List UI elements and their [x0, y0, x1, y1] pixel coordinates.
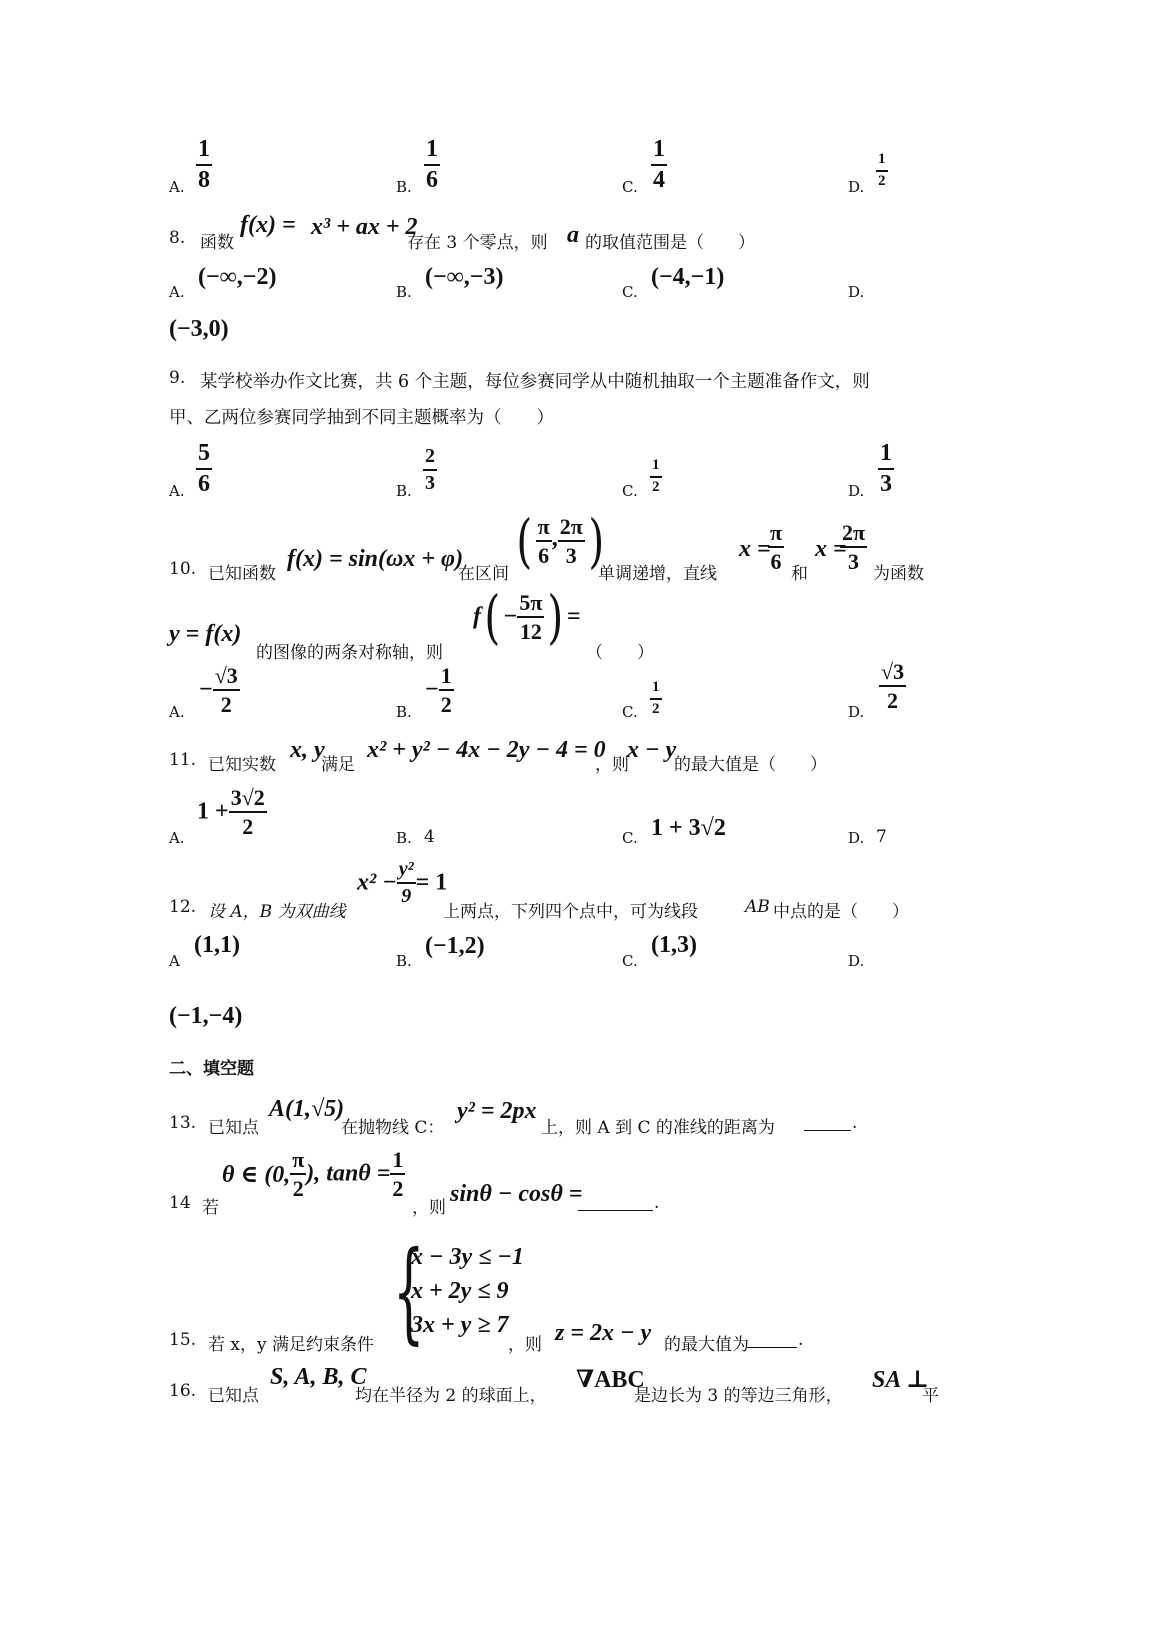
option-label: A.: [169, 283, 185, 301]
question-text: ，则: [412, 1198, 446, 1218]
segment-name: AB: [745, 897, 770, 917]
line-1-fraction: $\frac{\pi}{6}$: [770, 520, 783, 575]
option-label: A.: [169, 178, 185, 196]
question-text: 的最大值为: [664, 1335, 749, 1355]
option-b-value[interactable]: − $\frac{1}{2}$: [425, 663, 452, 718]
option-label: A.: [169, 703, 185, 721]
option-d-fraction[interactable]: $\frac{1}{2}$: [878, 151, 886, 189]
question-text: 为函数: [873, 564, 924, 584]
answer-blank[interactable]: [804, 1116, 851, 1131]
option-b-value[interactable]: (−1,2): [425, 933, 485, 959]
question-text: 上两点，下列四个点中，可为线段: [443, 902, 698, 922]
question-text: 已知函数: [208, 564, 276, 584]
question-text: 的取值范围是（ ）: [585, 233, 755, 253]
question-text: 在抛物线 C：: [341, 1118, 445, 1138]
option-label: B.: [396, 482, 412, 500]
question-text: 若: [202, 1198, 219, 1218]
option-d-value[interactable]: 7: [876, 827, 887, 847]
brace: {: [393, 1227, 425, 1355]
option-label: D.: [848, 952, 865, 970]
option-label: C.: [622, 283, 638, 301]
perpendicular: SA ⊥: [872, 1367, 930, 1393]
question-number: 10.: [169, 559, 197, 579]
question-text: ，则: [508, 1335, 542, 1355]
interval-right-fraction: $\frac{2\pi}{3}$: [559, 513, 583, 568]
answer-blank[interactable]: [747, 1333, 797, 1348]
evaluation-fraction: $\frac{5\pi}{12}$: [519, 589, 543, 644]
option-label: C.: [622, 829, 638, 847]
circle-equation: x² + y² − 4x − 2y − 4 = 0: [367, 737, 606, 763]
option-label: C.: [622, 952, 638, 970]
function-expression: f(x) = sin(ωx + φ): [287, 546, 464, 572]
option-label: B.: [396, 952, 412, 970]
question-text: 的最大值是（ ）: [674, 755, 827, 775]
option-label: D.: [848, 178, 865, 196]
question-text: 存在 3 个零点，则: [407, 233, 548, 253]
triangle: ∇ABC: [576, 1367, 645, 1393]
line-2-lhs: x =: [815, 536, 847, 562]
option-b-fraction[interactable]: $\frac{1}{6}$: [426, 136, 438, 194]
question-text: .: [798, 1330, 804, 1350]
question-number: 11.: [169, 750, 197, 770]
question-text: 的图像的两条对称轴，则: [256, 643, 443, 663]
question-text: ，则: [595, 755, 629, 775]
function-y: y = f(x): [169, 621, 242, 647]
interval-expression: ( $\frac{\pi}{6}$ , $\frac{2\pi}{3}$ ): [516, 507, 605, 575]
option-c-value[interactable]: (1,3): [651, 932, 697, 958]
question-text: 函数: [200, 233, 234, 253]
question-text: 满足: [321, 755, 355, 775]
parabola-equation: y² = 2px: [457, 1098, 537, 1124]
option-label: A.: [169, 829, 185, 847]
question-text: 某学校举办作文比赛，共 6 个主题，每位参赛同学从中随机抽取一个主题准备作文，则: [200, 372, 870, 392]
line-1-lhs: x =: [739, 536, 771, 562]
option-a-value[interactable]: (1,1): [194, 932, 240, 958]
option-a-value[interactable]: 1 + $\frac{3√2}{2}$: [197, 785, 265, 840]
question-text: 上，则 A 到 C 的准线的距离为: [541, 1118, 775, 1138]
question-text: 已知点: [208, 1118, 259, 1138]
option-d-value[interactable]: $\frac{√3}{2}$: [881, 659, 905, 714]
option-b-value[interactable]: (−∞,−3): [425, 264, 504, 290]
question-text: 在区间: [458, 564, 509, 584]
option-label: B.: [396, 178, 412, 196]
question-text: 均在半径为 2 的球面上，: [355, 1386, 547, 1406]
question-number: 15.: [169, 1330, 197, 1350]
option-label: C.: [622, 482, 638, 500]
option-d-value[interactable]: (−1,−4): [169, 1003, 243, 1029]
option-label: B.: [396, 829, 412, 847]
option-label: D.: [848, 482, 865, 500]
option-c-fraction[interactable]: $\frac{1}{2}$: [652, 457, 660, 495]
question-text: 若 x，y 满足约束条件: [208, 1335, 374, 1355]
question-text: 甲、乙两位参赛同学抽到不同主题概率为（ ）: [169, 408, 554, 428]
hyperbola-equation: x² − $\frac{\text{y²}}{9}$ = 1: [357, 858, 448, 907]
option-label: A: [169, 952, 180, 970]
option-b-value[interactable]: 4: [424, 827, 435, 847]
constraint-1: x − 3y ≤ −1: [411, 1244, 524, 1270]
question-text: 已知实数: [208, 755, 276, 775]
constraint-3: 3x + y ≥ 7: [411, 1312, 509, 1338]
question-text: 已知点: [208, 1386, 259, 1406]
function-rhs: x³ + ax + 2: [311, 214, 418, 240]
objective-function: z = 2x − y: [555, 1320, 652, 1346]
option-label: D.: [848, 829, 865, 847]
option-d-value[interactable]: (−3,0): [169, 316, 229, 342]
option-a-fraction[interactable]: $\frac{5}{6}$: [198, 440, 210, 498]
option-c-value[interactable]: 1 + 3√2: [651, 815, 726, 841]
question-number: 12.: [169, 897, 197, 917]
section-heading: 二、填空题: [169, 1059, 254, 1079]
question-text: 和: [791, 564, 808, 584]
constraint-2: x + 2y ≤ 9: [411, 1278, 509, 1304]
option-label: B.: [396, 283, 412, 301]
question-number: 13.: [169, 1113, 197, 1133]
option-d-fraction[interactable]: $\frac{1}{3}$: [880, 440, 892, 498]
answer-blank[interactable]: [578, 1196, 653, 1211]
option-a-fraction[interactable]: $\frac{1}{8}$: [198, 136, 210, 194]
condition-expression: θ ∈ (0, $\frac{\pi}{2}$ ), tanθ = $\frac{1}{2}$: [222, 1147, 404, 1202]
expression: x − y: [627, 737, 677, 763]
interval-left-fraction: $\frac{\pi}{6}$: [537, 513, 550, 568]
question-text: 平: [922, 1386, 939, 1406]
function-lhs: f(x) =: [240, 212, 296, 238]
variable: a: [567, 222, 579, 248]
question-number: 14: [169, 1193, 191, 1213]
expression: sinθ − cosθ =: [450, 1181, 583, 1207]
option-label: D.: [848, 283, 865, 301]
question-text: .: [852, 1113, 858, 1133]
option-c-value[interactable]: $\frac{1}{2}$: [652, 679, 660, 717]
evaluation-expression: f( − $\frac{5\pi}{12}$ ) =: [473, 583, 581, 651]
option-c-value[interactable]: (−4,−1): [651, 264, 725, 290]
question-number: 9.: [169, 368, 186, 388]
question-number: 16.: [169, 1381, 197, 1401]
option-label: D.: [848, 703, 865, 721]
question-text: 设 A，B 为双曲线: [208, 902, 346, 922]
option-b-fraction[interactable]: $\frac{2}{3}$: [425, 445, 435, 494]
option-label: C.: [622, 178, 638, 196]
question-text: 中点的是（ ）: [773, 902, 909, 922]
point-a: A(1,√5): [269, 1096, 345, 1122]
question-text: 单调递增，直线: [598, 564, 717, 584]
option-label: C.: [622, 703, 638, 721]
question-text: .: [654, 1193, 660, 1213]
question-number: 8.: [169, 228, 186, 248]
option-label: A.: [169, 482, 185, 500]
line-2-fraction: $\frac{2\pi}{3}$: [842, 520, 866, 575]
question-text: 是边长为 3 的等边三角形，: [634, 1386, 843, 1406]
option-a-value[interactable]: (−∞,−2): [198, 264, 277, 290]
variables: x, y: [290, 737, 325, 763]
option-c-fraction[interactable]: $\frac{1}{4}$: [653, 136, 665, 194]
answer-paren: （ ）: [586, 643, 654, 663]
points: S, A, B, C: [270, 1364, 367, 1390]
option-a-value[interactable]: − $\frac{√3}{2}$: [199, 663, 238, 718]
option-label: B.: [396, 703, 412, 721]
